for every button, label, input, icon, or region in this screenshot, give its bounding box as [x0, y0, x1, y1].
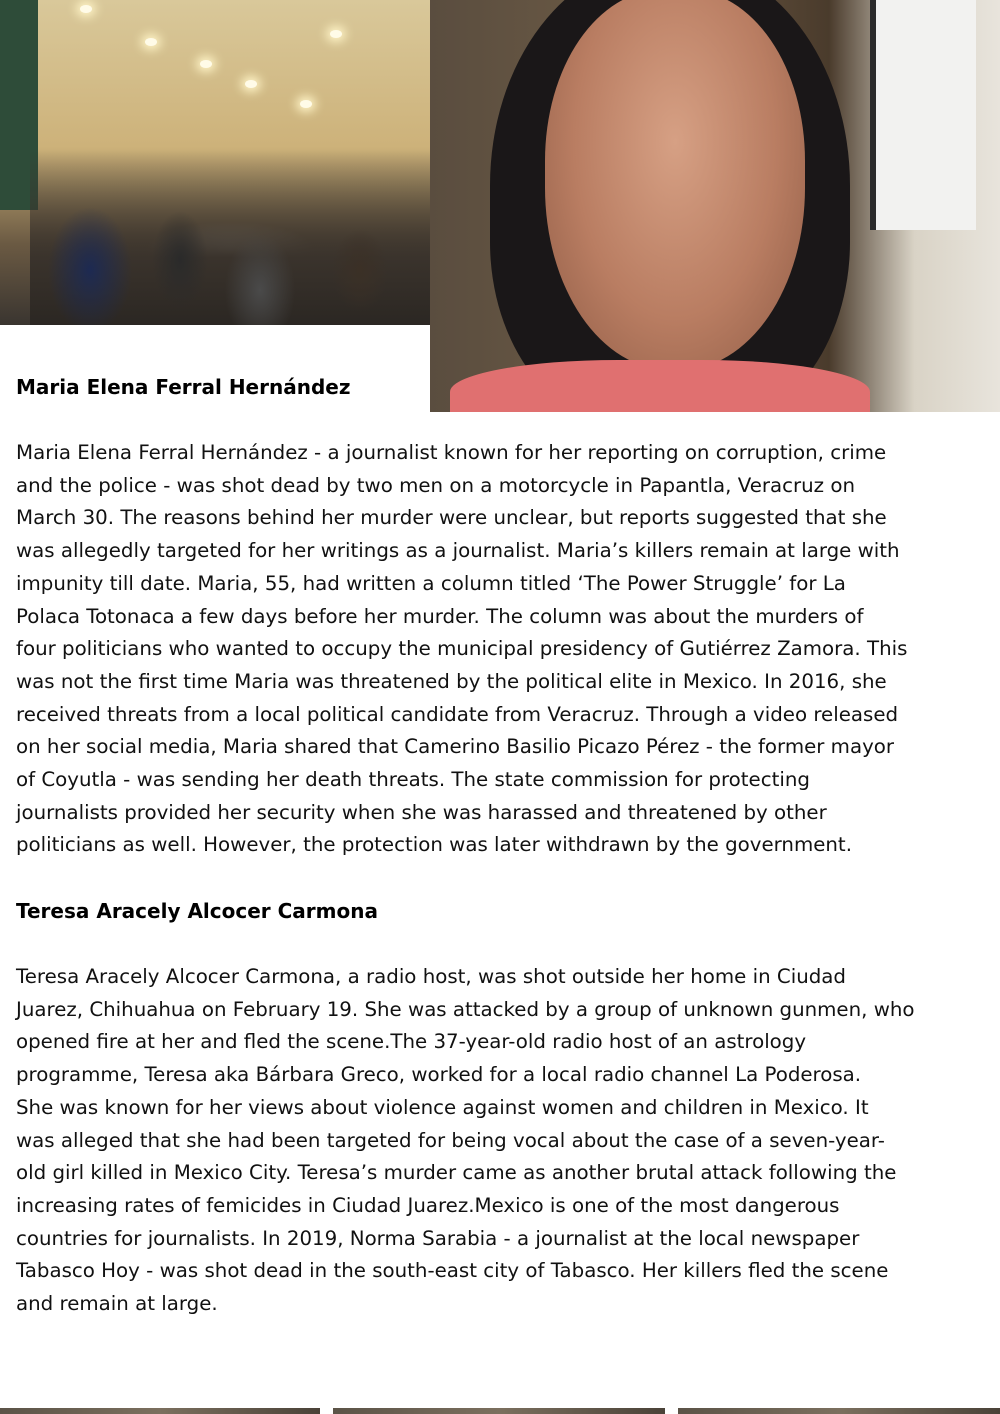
ceiling-light — [300, 100, 312, 108]
event-crowd-photo — [0, 0, 440, 325]
ceiling-light — [245, 80, 257, 88]
section-body-teresa: Teresa Aracely Alcocer Carmona, a radio host, was shot outside her home in Ciudad Juarez, Chihuahua on February 19. She was attacked by a group of unknown gunmen, who opened fire at her and fled the scene.The 37-year-old radio host of an astrology programme, Teresa aka Bárbara Greco, worked for a local radio channel La Poderosa. She was known for her views about violence against women and children in Mexico. It was alleged that she had been targeted for being vocal about the case of a seven-year- old girl killed in Mexico City. Teresa’s murder came as another brutal attack following the increasing rates of femicides in Ciudad Juarez.Mexico is one of the most dangerous countries for journalists. In 2019, Norma Sarabia - a journalist at the local newspaper Tabasco Hoy - was shot dead in the south-east city of Tabasco. Her killers fled the scene and remain at large. — [16, 965, 915, 1316]
portrait-shirt — [450, 360, 870, 412]
section-heading-teresa: Teresa Aracely Alcocer Carmona — [16, 899, 378, 923]
ceiling-light — [145, 38, 157, 46]
portrait-window — [870, 0, 976, 230]
photo-crowd — [30, 150, 440, 325]
ceiling-light — [80, 5, 92, 13]
portrait-face — [545, 0, 805, 370]
ceiling-light — [200, 60, 212, 68]
section-body-maria: Maria Elena Ferral Hernández - a journalist known for her reporting on corruption, crime and the police - was shot dead by two men on a motorcycle in Papantla, Veracruz on March 30. The reasons behind her murder were unclear, but reports suggested that she was allegedly targeted for her writings as a journalist. Maria’s killers remain at large with impunity till date. Maria, 55, had written a column titled ‘The Power Struggle’ for La Polaca Totonaca a few days before her murder. The column was about the murders of four politicians who wanted to occupy the municipal presidency of Gutiérrez Zamora. This was not the first time Maria was threatened by the political elite in Mexico. In 2016, she received threats from a local political candidate from Veracruz. Through a video released on her social media, Maria shared that Camerino Basilio Picazo Pérez - the former mayor of Coyutla - was sending her death threats. The state commission for protecting journalists provided her security when she was harassed and threatened by other politicians as well. However, the protection was later withdrawn by the government. — [16, 441, 908, 857]
bottom-photo-2 — [333, 1408, 665, 1414]
ceiling-light — [330, 30, 342, 38]
bottom-photo-3 — [678, 1408, 1000, 1414]
bottom-photo-1 — [0, 1408, 320, 1414]
section-heading-maria: Maria Elena Ferral Hernández — [16, 375, 351, 399]
journalist-portrait-photo — [430, 0, 1000, 412]
